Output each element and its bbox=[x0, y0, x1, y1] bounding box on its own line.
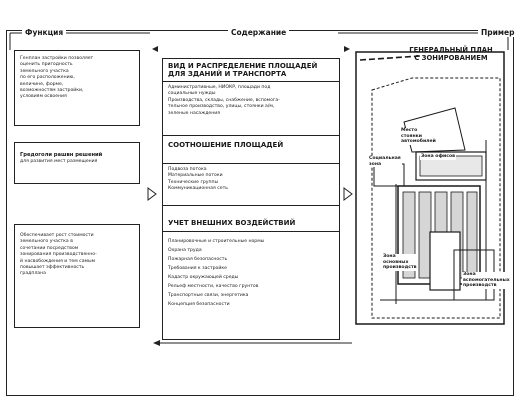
function-text-line: возможностям застройки, bbox=[20, 88, 84, 94]
content-item: Рельеф местности, качество грунтов bbox=[168, 284, 259, 289]
content-item: Концепция безопасности bbox=[168, 302, 230, 307]
content-item: Кадастр окружающей среды bbox=[168, 275, 239, 280]
function-box-3-text bbox=[20, 233, 135, 278]
function-box-1-text bbox=[20, 56, 135, 101]
arrow-left-top-icon bbox=[152, 46, 158, 52]
label-production-zone: Зона основных производств bbox=[383, 254, 417, 271]
content-panel bbox=[162, 58, 340, 340]
arrow-left-bottom-icon bbox=[153, 340, 160, 346]
content-section-external: УЧЕТ ВНЕШНИХ ВОЗДЕЙСТВИЙ bbox=[168, 219, 296, 227]
content-section-vid-items bbox=[168, 85, 335, 117]
content-item: тельное производство, улицы, стоянки а/м, bbox=[168, 104, 275, 110]
content-item: Материальные потоки bbox=[168, 173, 223, 179]
function-text-line: й насвобождения и тем самым bbox=[20, 258, 96, 264]
content-item: Коммуникационная сеть bbox=[168, 186, 229, 192]
function-text-line: повышает эффективность bbox=[20, 265, 85, 271]
arrow-outline-right-icon bbox=[344, 188, 352, 200]
function-text-line: по его расположению, bbox=[20, 75, 75, 81]
content-item: Требования к застройке bbox=[168, 266, 227, 271]
content-section-ratio-items bbox=[168, 167, 335, 193]
header-content: Содержание bbox=[228, 28, 289, 37]
content-item: социальные нужды bbox=[168, 91, 216, 97]
arrow-outline-left-icon bbox=[148, 188, 156, 200]
example-title: ГЕНЕРАЛЬНЫЙ ПЛАН С ЗОНИРОВАНИЕМ bbox=[409, 46, 493, 62]
header-function: Функция bbox=[22, 28, 66, 37]
content-item: Планировочные и строительные нормы bbox=[168, 239, 265, 244]
content-section-ratio: СООТНОШЕНИЕ ПЛОЩАДЕЙ bbox=[168, 141, 284, 149]
label-social-zone: Социальная зона bbox=[369, 156, 401, 167]
function-box-1 bbox=[14, 50, 140, 126]
function-text-line: условиям освоения bbox=[20, 94, 67, 100]
label-auxiliary-zone: Зона вспомогательных производств bbox=[463, 272, 510, 289]
function-text-line: сочетании посредством bbox=[20, 245, 79, 251]
content-item: Пожарная безопасность bbox=[168, 257, 228, 262]
function-text-line: оценить пригодность bbox=[20, 62, 73, 68]
function-text-line: Обеспечивает рост стоимости bbox=[20, 233, 94, 238]
content-section-external-items bbox=[168, 237, 335, 309]
label-office-zone: Зона офисов bbox=[421, 154, 456, 159]
function-text-line: Генплан застройки позволяет bbox=[20, 56, 94, 61]
label-parking: Место стоянки автомобилей bbox=[401, 128, 436, 145]
function-box-2 bbox=[14, 142, 140, 184]
content-item: зеленые насаждения bbox=[168, 110, 221, 116]
content-item: Технические группы bbox=[168, 179, 219, 185]
function-text-line: величине, форме, bbox=[20, 81, 64, 87]
function-box-3 bbox=[14, 224, 140, 328]
content-item: Подвоза потока bbox=[168, 167, 207, 172]
function-text-line: зонирования производственно- bbox=[20, 252, 97, 258]
content-item: Производства, склады, снабжение, вспомога- bbox=[168, 97, 280, 103]
content-item: Административные, НИОКР, площади под bbox=[168, 85, 271, 90]
function-text-line: земельного участка в bbox=[20, 239, 73, 245]
header-example: Пример bbox=[478, 28, 518, 37]
content-item: Транспортные связи, энергетика bbox=[168, 293, 249, 298]
arrow-right-top-icon bbox=[344, 46, 350, 52]
content-section-vid: ВИД И РАСПРЕДЕЛЕНИЕ ПЛОЩАДЕЙ ДЛЯ ЗДАНИЙ И ТРАНСПОРТА bbox=[168, 62, 318, 79]
content-item: Охрана труда bbox=[168, 248, 202, 253]
function-text-line: земельного участка bbox=[20, 68, 69, 74]
function-text-line: градплана bbox=[20, 271, 46, 277]
function-box-2-text: Гредоголи рашвн решений для развития мест размещения bbox=[20, 152, 103, 164]
